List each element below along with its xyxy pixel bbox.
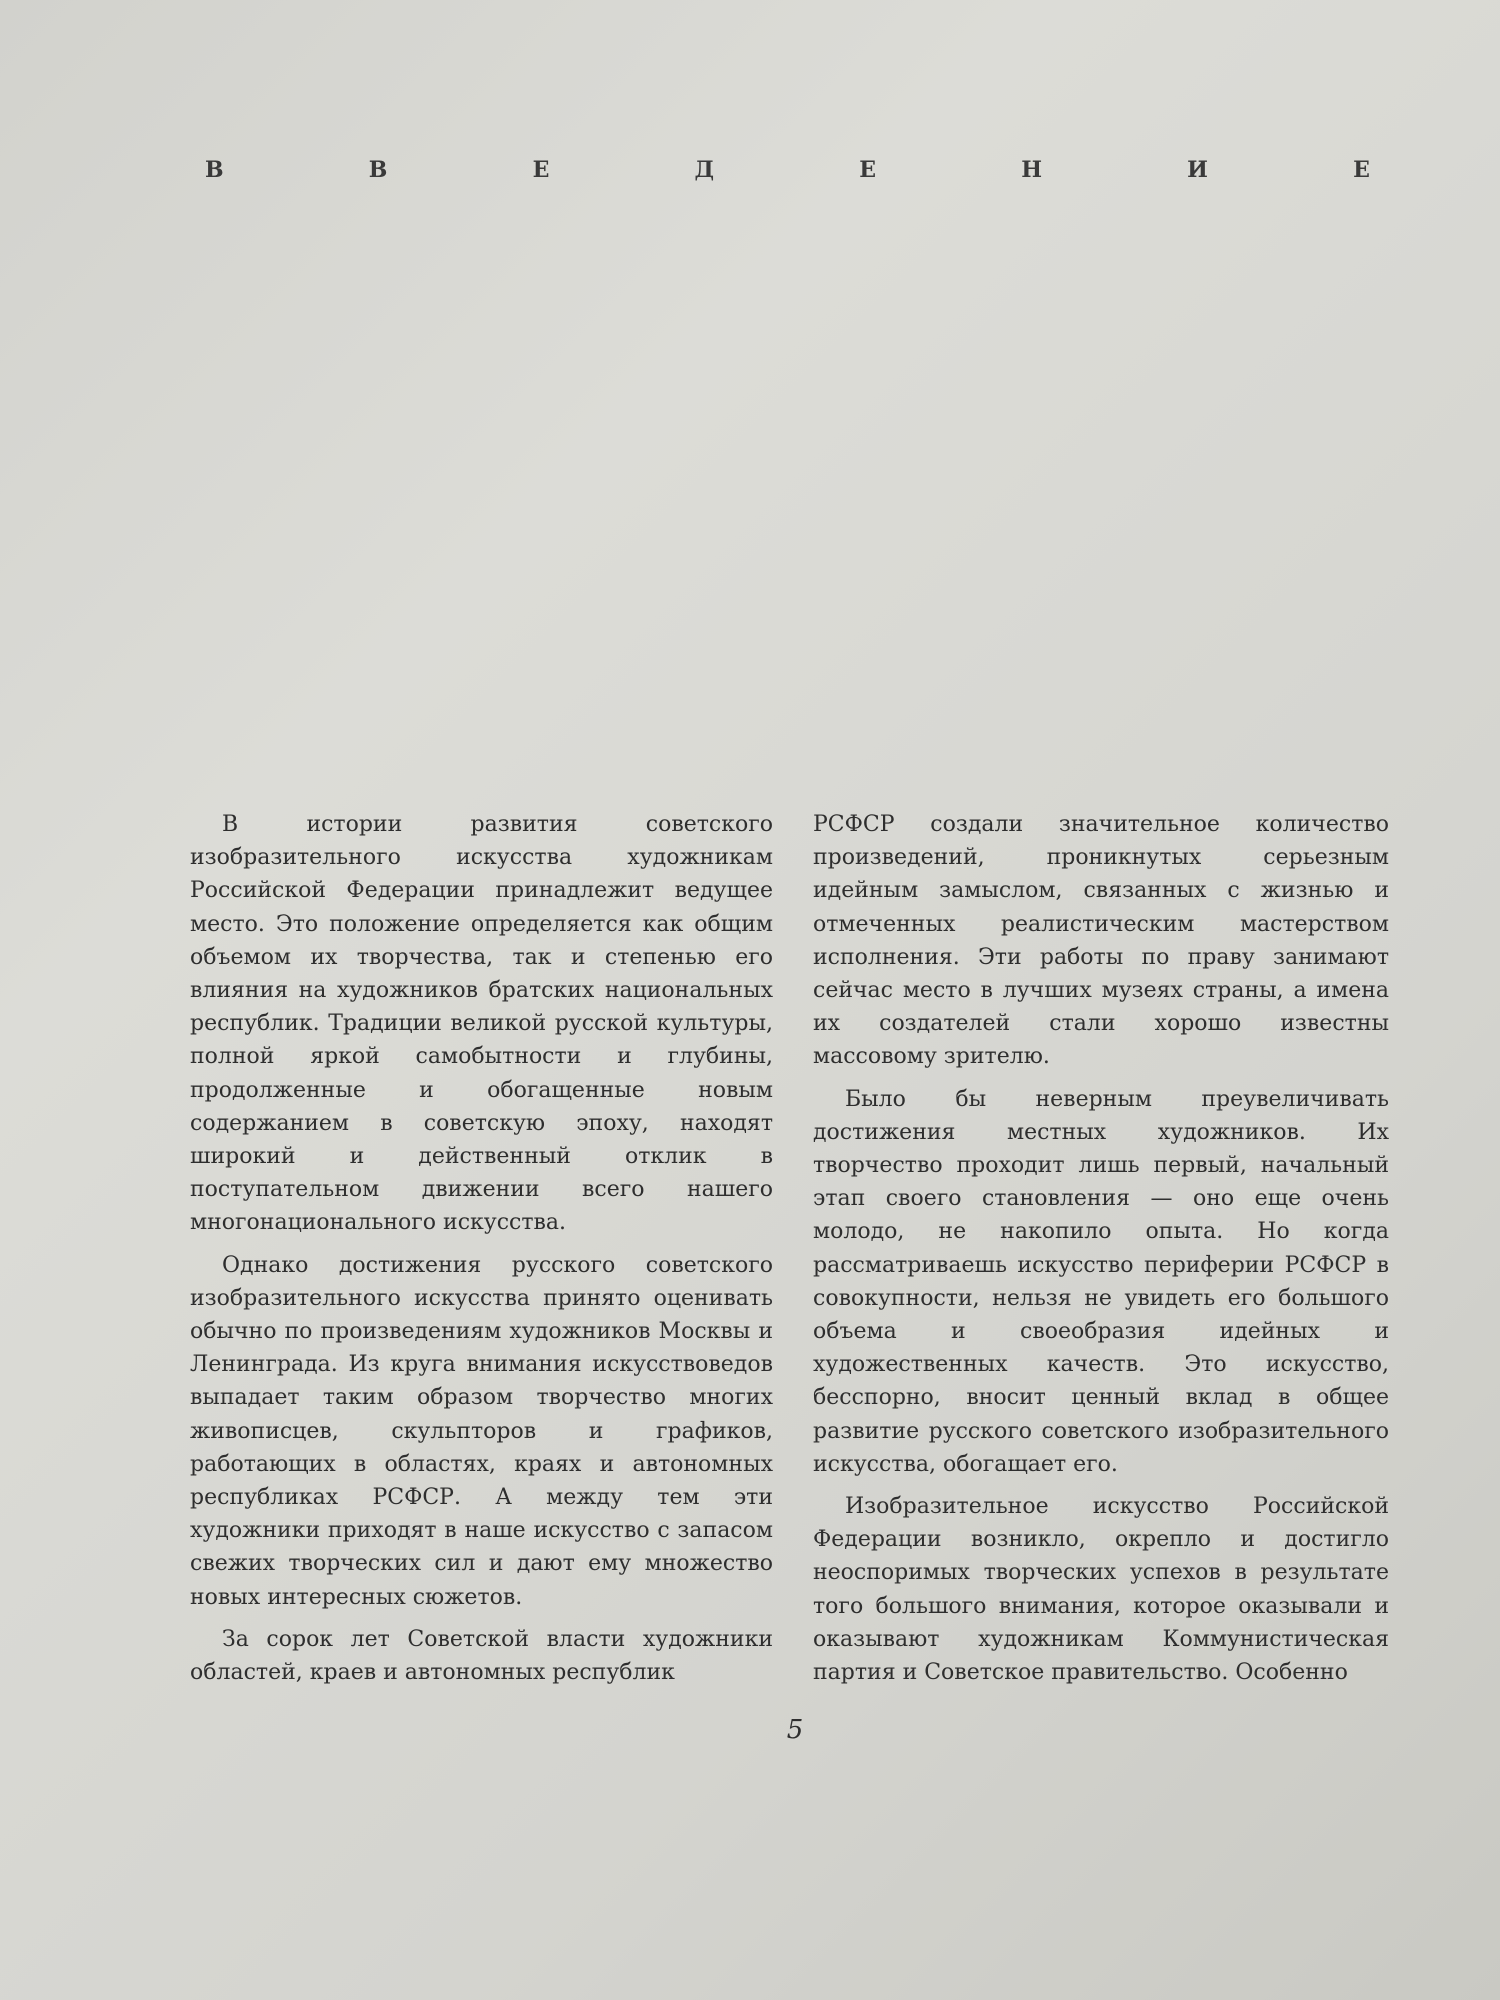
heading-letter: Е bbox=[532, 157, 550, 183]
paragraph: Однако достижения русского советского изобразительного искусства принято оценивать обычно по произведениям художников Москвы и Ленинграда. Из круга внимания искусствоведов выпадает таким образом творчество многих живописцев, скульпторов и графиков, работающих в областях, краях и автономных республиках РСФСР. А между тем эти художники приходят в наше искусство с запасом свежих творческих сил и дают ему множество новых интересных сюжетов. bbox=[190, 1252, 773, 1610]
heading-letter: Е bbox=[859, 157, 877, 183]
heading-letter: Е bbox=[1353, 157, 1370, 183]
heading-letter: Д bbox=[694, 157, 715, 183]
heading-letter: В bbox=[205, 157, 224, 183]
paragraph: За сорок лет Советской власти художники областей, краев и автономных республик bbox=[190, 1626, 773, 1686]
chapter-heading bbox=[205, 150, 1370, 190]
paragraph: В истории развития советского изобразительного искусства художникам Российской Федерации принадлежит ведущее место. Это положение определяется как общим объемом их творчества, так и степенью его влияния на художников братских национальных республик. Традиции великой русской культуры, полной яркой самобытности и глубины, продолженные и обогащенные новым содержанием в советскую эпоху, находят широкий и действенный отклик в поступательном движении всего нашего многонационального искусства. bbox=[190, 812, 773, 1236]
heading-letter: Н bbox=[1021, 157, 1042, 183]
paragraph: Изобразительное искусство Российской Федерации возникло, окрепло и достигло неоспоримых творческих успехов в результате того большого внимания, которое оказывали и оказывают художникам Коммунистическая партия и Советское правительство. Особенно bbox=[813, 1494, 1389, 1686]
page-number: 5 bbox=[786, 1715, 804, 1745]
paragraph: Было бы неверным преувеличивать достижения местных художников. Их творчество проходит лишь первый, начальный этап своего становления — оно еще очень молодо, не накопило опыта. Но когда рассматриваешь искусство периферии РСФСР в совокупности, нельзя не увидеть его большого объема и своеобразия идейных и художественных качеств. Это искусство, бесспорно, вносит ценный вклад в общее развитие русского советского изобразительного искусства, обогащает его. bbox=[813, 1086, 1389, 1477]
right-text-column bbox=[813, 808, 1389, 1689]
heading-letter: И bbox=[1187, 157, 1208, 183]
heading-letter: В bbox=[368, 157, 388, 183]
paragraph: РСФСР создали значительное количество произведений, проникнутых серьезным идейным замыслом, связанных с жизнью и отмеченных реалистическим мастерством исполнения. Эти работы по праву занимают сейчас место в лучших музеях страны, а имена их создателей стали хорошо известны массовому зрителю. bbox=[813, 812, 1389, 1070]
left-text-column bbox=[190, 808, 773, 1689]
